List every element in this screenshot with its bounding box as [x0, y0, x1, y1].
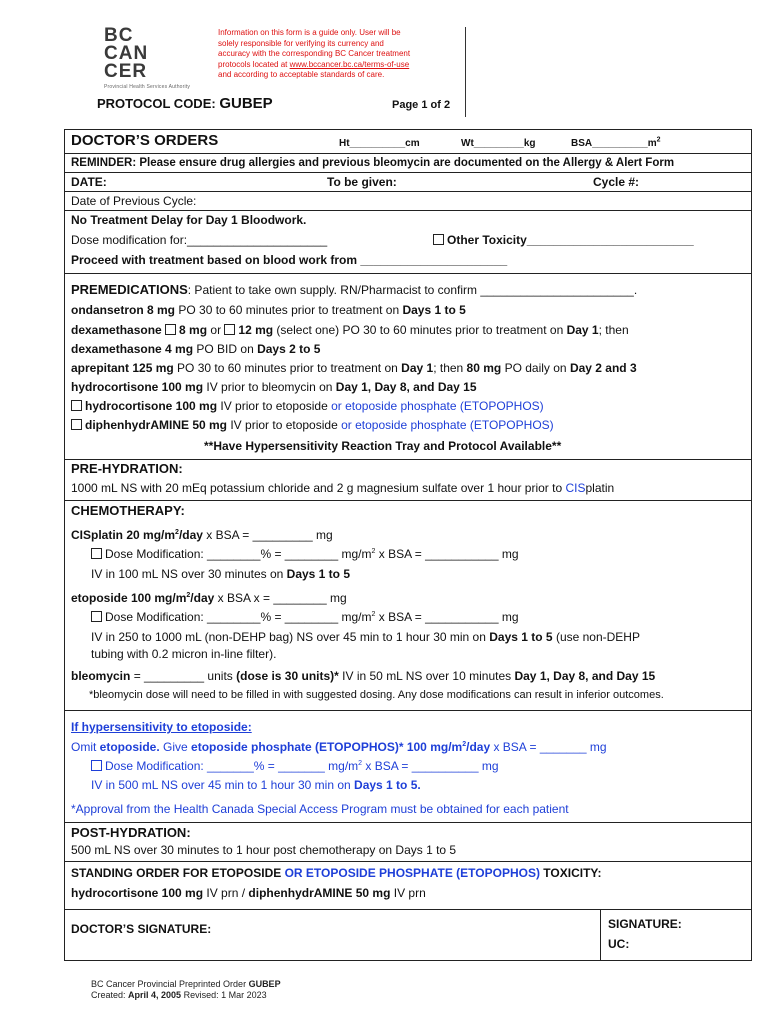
hypersensitivity-title: If hypersensitivity to etoposide:	[71, 720, 252, 734]
disclaimer-line-2: solely responsible for verifying its currency and	[218, 38, 384, 48]
reaction-tray-note: **Have Hypersensitivity Reaction Tray and Protocol Available**	[204, 439, 562, 453]
bsa-field[interactable]: $BSA\_\_\_\_\_\_\_\_\_\_m^2$	[571, 136, 661, 149]
terms-of-use-link[interactable]: www.bccancer.bc.ca/terms-of-use	[289, 59, 410, 69]
etopophos-iv: IV in 500 mL NS over 45 min to 1 hour 30 min on Days 1 to 5.	[91, 778, 421, 792]
premed-aprepitant: aprepitant 125 mg PO 30 to 60 minutes prior to treatment on Day 1; then 80 mg PO daily on Day 2 and 3	[71, 361, 637, 375]
header-divider	[465, 27, 466, 117]
standing-order-text: hydrocortisone 100 mg IV prn / diphenhydrAMINE 50 mg IV prn	[71, 886, 426, 900]
bc-cancer-logo	[104, 27, 209, 90]
etoposide-iv: IV in 250 to 1000 mL (non-DEHP bag) NS over 45 min to 1 hour 30 min on Days 1 to 5 (use non-DEHP	[91, 630, 640, 644]
proceed-text[interactable]: Proceed with treatment based on blood work from ______________________	[71, 253, 508, 267]
no-delay-text: No Treatment Delay for Day 1 Bloodwork.	[71, 213, 307, 227]
other-toxicity-field[interactable]: Other Toxicity_________________________	[433, 233, 694, 247]
page-number: Page 1 of 2	[392, 99, 451, 111]
logo-line-1: BC	[104, 25, 134, 46]
logo-line-2: CAN	[104, 43, 149, 64]
cisplatin-order: CISplatin 20 $mg/m^2$/day x BSA = _________ mg	[71, 528, 333, 542]
to-be-given-label[interactable]: To be given:	[327, 175, 397, 189]
etoposide-dose-mod: Dose Modification: ________% = ________ $mg/m^2$ x BSA = ___________ mg	[91, 610, 519, 624]
footer	[91, 979, 281, 1001]
premed-dexamethasone-bid: dexamethasone 4 mg PO BID on Days 2 to 5	[71, 342, 321, 356]
orders-header-row	[65, 130, 751, 154]
etopophos-dose-mod-checkbox[interactable]	[91, 760, 102, 771]
dexa-12mg-checkbox[interactable]	[224, 324, 235, 335]
dexa-8mg-checkbox[interactable]	[165, 324, 176, 335]
premed-intro: PREMEDICATIONS: Patient to take own supply. RN/Pharmacist to confirm _______________________.	[71, 282, 638, 297]
other-toxicity-checkbox[interactable]	[433, 234, 444, 245]
date-label[interactable]: DATE:	[71, 175, 107, 189]
previous-cycle-row	[65, 191, 751, 211]
omit-etoposide-order: Omit etoposide. Give etoposide phosphate (ETOPOPHOS)* 100 $mg/m^2$/day x BSA = _______ mg	[71, 740, 607, 754]
cisplatin-iv: IV in 100 mL NS over 30 minutes on Days 1 to 5	[91, 567, 351, 581]
dose-mod-for-field[interactable]: Dose modification for:_____________________	[71, 233, 328, 247]
diphenhydramine-checkbox[interactable]	[71, 419, 82, 430]
posthydration-text: 500 mL NS over 30 minutes to 1 hour post chemotherapy on Days 1 to 5	[71, 843, 457, 857]
disclaimer-line-1: Information on this form is a guide only. User will be	[218, 28, 401, 37]
posthydration-section	[65, 822, 751, 862]
signature-section	[65, 909, 751, 960]
doctor-signature-field[interactable]: DOCTOR’S SIGNATURE:	[71, 922, 212, 936]
premed-hydrocortisone-optional: hydrocortisone 100 mg IV prior to etoposide or etoposide phosphate (ETOPOPHOS)	[71, 399, 544, 413]
prehydration-title: PRE-HYDRATION:	[71, 461, 183, 476]
signature-field[interactable]: SIGNATURE:	[608, 917, 682, 931]
footer-dates-line: Created: April 4, 2005 Revised: 1 Mar 2023	[91, 990, 267, 1000]
approval-note: *Approval from the Health Canada Special Access Program must be obtained for each patient	[71, 802, 569, 816]
reminder-text: REMINDER: Please ensure drug allergies and previous bleomycin are documented on the Allergy & Alert Form	[71, 157, 675, 169]
date-row	[65, 172, 751, 192]
disclaimer-line-3: accuracy with the corresponding BC Cancer treatment	[218, 49, 411, 58]
etoposide-order: etoposide 100 $mg/m^2$/day x BSA x = ________ mg	[71, 591, 347, 605]
disclaimer-line-5: and according to acceptable standards of care.	[218, 70, 385, 79]
disclaimer-line-4: protocols located at www.bccancer.bc.ca/terms-of-use	[218, 59, 410, 69]
chemotherapy-title: CHEMOTHERAPY:	[71, 503, 185, 518]
logo-subtitle: Provincial Health Services Authority	[104, 84, 191, 90]
disclaimer	[218, 28, 443, 81]
height-field[interactable]: Ht__________cm	[339, 138, 420, 149]
prehydration-section	[65, 459, 751, 501]
signature-divider	[600, 909, 601, 960]
cisplatin-dose-mod: Dose Modification: ________% = ________ $mg/m^2$ x BSA = ___________ mg	[91, 547, 519, 561]
cisplatin-dose-mod-checkbox[interactable]	[91, 548, 102, 559]
bleomycin-note: *bleomycin dose will need to be filled in with suggested dosing. Any dose modifications can result in inferior outcomes.	[89, 689, 664, 701]
weight-field[interactable]: Wt_________kg	[461, 138, 536, 149]
etopophos-dose-mod: Dose Modification: _______% = _______ $mg/m^2$ x BSA = __________ mg	[91, 759, 499, 773]
orders-title: DOCTOR’S ORDERS	[71, 132, 219, 149]
standing-order-title: STANDING ORDER FOR ETOPOSIDE OR ETOPOSIDE PHOSPHATE (ETOPOPHOS) TOXICITY:	[71, 866, 602, 880]
previous-cycle-label[interactable]: Date of Previous Cycle:	[71, 194, 197, 208]
protocol-code-value: GUBEP	[219, 95, 273, 112]
chemotherapy-section	[65, 500, 751, 711]
premed-ondansetron: ondansetron 8 mg PO 30 to 60 minutes prior to treatment on Days 1 to 5	[71, 303, 466, 317]
bloodwork-row	[65, 210, 751, 274]
premed-dexamethasone: dexamethasone 8 mg or 12 mg (select one) PO 30 to 60 minutes prior to treatment on Day 1; then	[71, 323, 629, 337]
premed-diphenhydramine-optional: diphenhydrAMINE 50 mg IV prior to etoposide or etoposide phosphate (ETOPOPHOS)	[71, 418, 554, 432]
etoposide-dose-mod-checkbox[interactable]	[91, 611, 102, 622]
cycle-label[interactable]: Cycle #:	[593, 175, 640, 189]
prehydration-text: 1000 mL NS with 20 mEq potassium chloride and 2 g magnesium sulfate over 1 hour prior to CISplatin	[71, 481, 615, 495]
standing-order-section	[65, 861, 751, 910]
premed-hydrocortisone: hydrocortisone 100 mg IV prior to bleomycin on Day 1, Day 8, and Day 15	[71, 380, 477, 394]
posthydration-title: POST-HYDRATION:	[71, 825, 191, 840]
reminder-row	[65, 153, 751, 173]
hypersensitivity-section	[65, 710, 751, 823]
etoposide-tubing: tubing with 0.2 micron in-line filter).	[91, 647, 277, 661]
footer-order-line: BC Cancer Provincial Preprinted Order GUBEP	[91, 979, 281, 989]
logo-line-3: CER	[104, 61, 148, 82]
protocol-code: PROTOCOL CODE: GUBEP	[97, 95, 273, 112]
bleomycin-order: bleomycin = _________ units (dose is 30 units)* IV in 50 mL NS over 10 minutes Day 1, Day 8, and Day 15	[71, 669, 656, 683]
uc-field[interactable]: UC:	[608, 937, 630, 951]
hydrocortisone-checkbox[interactable]	[71, 400, 82, 411]
premedications-section	[65, 273, 751, 460]
doctors-orders-form	[64, 129, 752, 961]
